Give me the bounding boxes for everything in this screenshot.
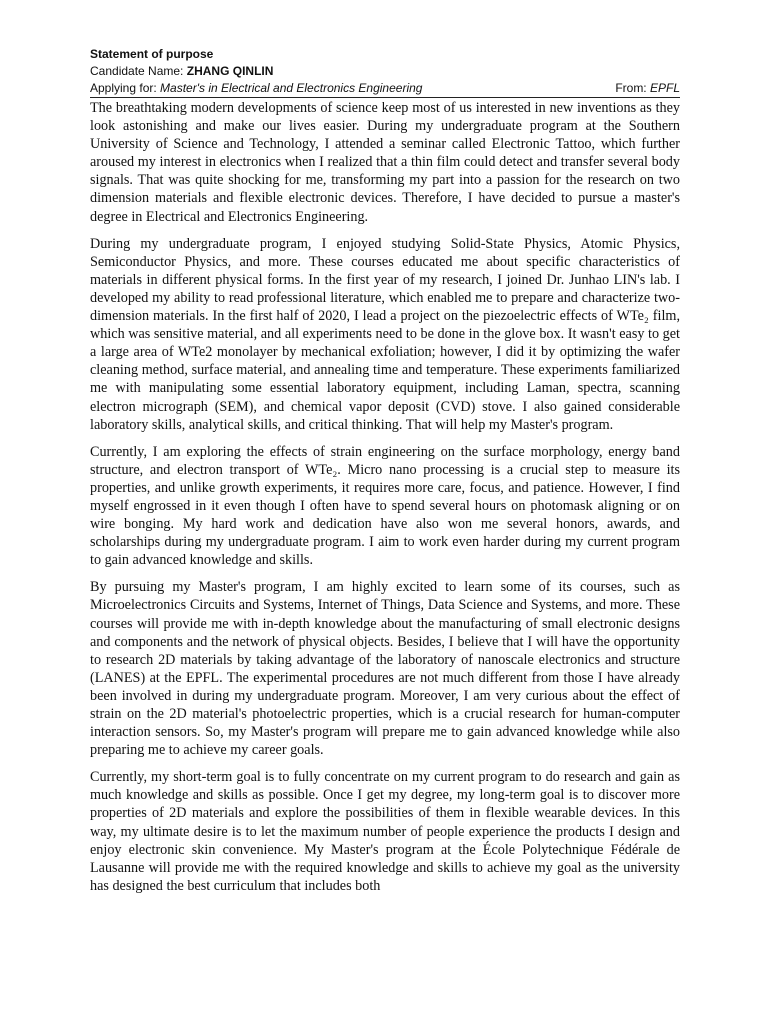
document-page <box>90 46 680 904</box>
document-body <box>90 99 680 895</box>
paragraph-2: During my undergraduate program, I enjoyed studying Solid-State Physics, Atomic Physics, Semiconductor Physics, and more. These courses educated me about specific characteristics of materials in different physical forms. In the first year of my research, I joined Dr. Junhao LIN's lab. I developed my ability to read professional literature, which enabled me to prepare and characterize two-dimension materials. In the first half of 2020, I lead a project on the piezoelectric effects of WTe₂ film, which was sensitive material, and all experiments need to be done in the glove box. It wasn't easy to get a large area of WTe2 monolayer by mechanical exfoliation; however, I did it by optimizing the wafer cleaning method, surface material, and annealing time and temperature. These experiments familiarized me with manipulating some essential laboratory equipment, including Laman, spectra, scanning electron micrograph (SEM), and chemical vapor deposit (CVD) stove. I also gained considerable laboratory skills, analytical skills, and critical thinking. That will help my Master's program. <box>90 235 680 433</box>
applying-label: Applying for: <box>90 81 161 95</box>
applying-info <box>90 80 422 97</box>
from-info <box>615 80 680 97</box>
paragraph-4: By pursuing my Master's program, I am highly excited to learn some of its courses, such as Microelectronics Circuits and Systems, Internet of Things, Data Science and Systems, and more. These courses will provide me with in-depth knowledge about the manufacturing of small electronic designs and components and the network of physical objects. Besides, I believe that I will have the opportunity to research 2D materials by taking advantage of the laboratory of nanoscale electronics and structure (LANES) at the EPFL. The experimental procedures are not much different from those I have already been involved in during my undergraduate program. Moreover, I am very curious about the effect of strain on the 2D material's photoelectric properties, which is a crucial research for human-computer interaction sensors. So, my Master's program will prepare me to gain advanced knowledge while also preparing me to achieve my career goals. <box>90 579 680 759</box>
paragraph-1: The breathtaking modern developments of science keep most of us interested in new inventions as they look astonishing and make our lives easier. During my undergraduate program at the Southern University of Science and Technology, I attended a seminar called Electronic Tattoo, which further aroused my interest in electronics when I realized that a thin film could detect and transfer several body signals. That was quite shocking for me, transforming my part into a passion for the research on two dimension materials and flexible electronic devices. Therefore, I have decided to pursue a master's degree in Electrical and Electronics Engineering. <box>90 100 680 225</box>
candidate-line <box>90 63 680 80</box>
candidate-label: Candidate Name: <box>90 64 187 78</box>
applying-line <box>90 80 680 97</box>
candidate-name: ZHANG QINLIN <box>186 64 274 78</box>
header-divider <box>90 97 680 98</box>
applying-program: Master's in Electrical and Electronics Engineering <box>160 81 423 95</box>
document-header <box>90 46 680 97</box>
from-value: EPFL <box>649 81 680 95</box>
from-label: From: <box>615 81 650 95</box>
paragraph-5: Currently, my short-term goal is to fully concentrate on my current program to do research and gain as much knowledge and skills as possible. Once I get my degree, my long-term goal is to discover more properties of 2D materials and explore the possibilities of them in flexible wearable devices. In this way, my ultimate desire is to let the maximum number of people experience the products I design and enjoy electronic skin convenience. My Master's program at the École Polytechnique Fédérale de Lausanne will provide me with the required knowledge and skills to achieve my goal as the university has designed the best curriculum that includes both <box>90 769 680 894</box>
paragraph-3: Currently, I am exploring the effects of strain engineering on the surface morphology, energy band structure, and electron transport of WTe₂. Micro nano processing is a crucial step to measure its properties, and unlike growth experiments, it requires more care, focus, and patience. However, I find myself engrossed in it even though I often have to spend several hours on photomask aligning or on wire bonging. My hard work and dedication have also won me several honors, awards, and scholarships during my undergraduate program. I aim to work even harder during my current program to gain advanced knowledge and skills. <box>90 443 680 569</box>
document-title: Statement of purpose <box>90 47 214 61</box>
